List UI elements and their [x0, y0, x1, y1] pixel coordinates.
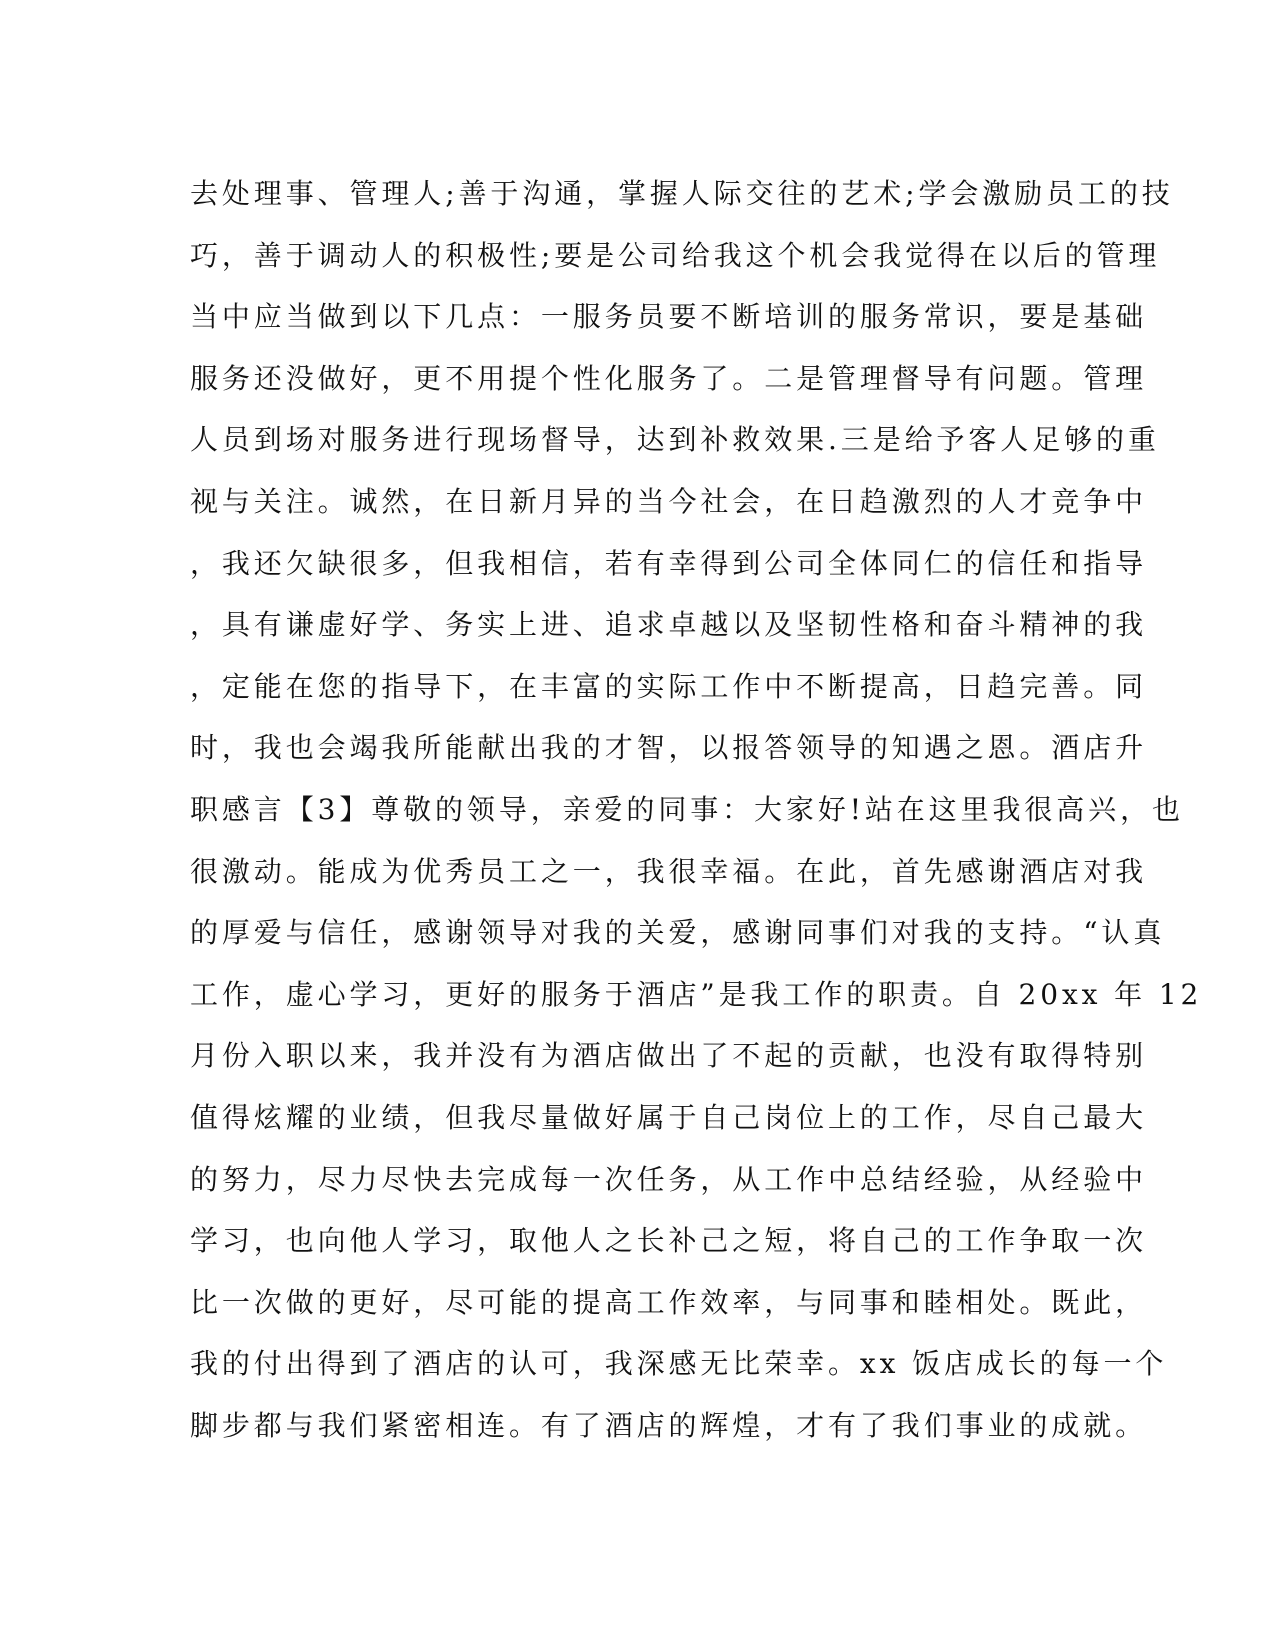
text-line: ，定能在您的指导下，在丰富的实际工作中不断提高，日趋完善。同 [190, 669, 1148, 703]
text-line: 视与关注。诚然，在日新月异的当今社会，在日趋激烈的人才竞争中 [190, 484, 1148, 518]
text-line: 服务还没做好，更不用提个性化服务了。二是管理督导有问题。管理 [190, 361, 1148, 395]
text-line: ，我还欠缺很多，但我相信，若有幸得到公司全体同仁的信任和指导 [190, 546, 1148, 580]
text-line: 比一次做的更好，尽可能的提高工作效率，与同事和睦相处。既此， [190, 1285, 1148, 1319]
text-line: 学习，也向他人学习，取他人之长补己之短，将自己的工作争取一次 [190, 1224, 1148, 1258]
text-line: 工作，虚心学习，更好的服务于酒店”是我工作的职责。自 20xx 年 12 [190, 977, 1203, 1011]
text-line: 月份入职以来，我并没有为酒店做出了不起的贡献，也没有取得特别 [190, 1039, 1148, 1073]
text-line: 值得炫耀的业绩，但我尽量做好属于自己岗位上的工作，尽自己最大 [190, 1100, 1148, 1134]
text-line: 我的付出得到了酒店的认可，我深感无比荣幸。xx 饭店成长的每一个 [190, 1347, 1168, 1381]
text-line: 很激动。能成为优秀员工之一，我很幸福。在此，首先感谢酒店对我 [190, 854, 1148, 888]
text-line: 当中应当做到以下几点：一服务员要不断培训的服务常识，要是基础 [190, 300, 1148, 334]
body-text [190, 163, 1203, 1456]
text-line: 职感言【3】尊敬的领导，亲爱的同事：大家好!站在这里我很高兴，也 [190, 792, 1184, 826]
text-line: 的努力，尽力尽快去完成每一次任务，从工作中总结经验，从经验中 [190, 1162, 1148, 1196]
text-line: 去处理事、管理人;善于沟通，掌握人际交往的艺术;学会激励员工的技 [190, 177, 1174, 210]
text-line: 的厚爱与信任，感谢领导对我的关爱，感谢同事们对我的支持。“认真 [190, 916, 1166, 950]
text-line: ，具有谦虚好学、务实上进、追求卓越以及坚韧性格和奋斗精神的我 [190, 608, 1148, 642]
text-line: 巧，善于调动人的积极性;要是公司给我这个机会我觉得在以后的管理 [190, 238, 1161, 272]
text-line: 脚步都与我们紧密相连。有了酒店的辉煌，才有了我们事业的成就。 [190, 1408, 1148, 1442]
text-line: 人员到场对服务进行现场督导，达到补救效果.三是给予客人足够的重 [190, 423, 1160, 457]
text-line: 时，我也会竭我所能献出我的才智，以报答领导的知遇之恩。酒店升 [190, 731, 1148, 765]
